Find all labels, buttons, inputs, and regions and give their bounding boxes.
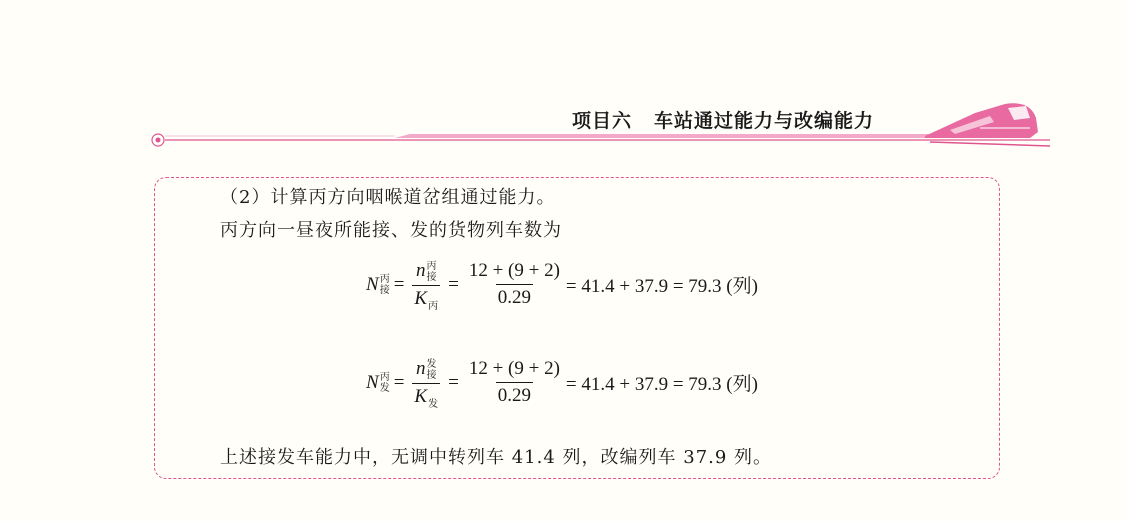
lhs-symbol: N (366, 371, 379, 393)
formula-result: = 41.4 + 37.9 = 79.3 (列) (565, 374, 758, 396)
equals-sign: = (393, 371, 405, 393)
ratio-fraction: n 丙 接 $K_丙$ (414, 260, 439, 312)
formula-depart (366, 358, 758, 408)
header-title (572, 106, 874, 133)
formula-result: = 41.4 + 37.9 = 79.3 (列) (565, 276, 758, 298)
equals-sign: = (393, 273, 405, 295)
ratio-fraction: n 发 接 $K_发$ (414, 358, 439, 410)
header-decoration (0, 0, 1127, 170)
lhs-indices: 丙 发 (379, 371, 390, 394)
equals-sign: = (448, 273, 459, 295)
header-rule-bar (395, 134, 930, 138)
lhs-indices: 丙 接 (379, 273, 390, 296)
circle-icon (152, 134, 164, 146)
lhs-symbol: N (366, 273, 379, 295)
chapter-title: 车站通过能力与改编能力 (654, 110, 875, 132)
equals-sign: = (448, 371, 459, 393)
value-fraction: $\frac{12 + (9 + 2)}{0.29}$ (468, 260, 560, 309)
conclusion-text: 上述接发车能力中，无调中转列车 41.4 列，改编列车 37.9 列。 (220, 447, 773, 468)
project-number: 项目六 (572, 110, 633, 132)
intro-text: 丙方向一昼夜所能接、发的货物列车数为 (220, 220, 562, 241)
value-fraction: $\frac{12 + (9 + 2)}{0.29}$ (468, 358, 560, 407)
formula-receive (366, 260, 758, 310)
step-heading: （2）计算丙方向咽喉道岔组通过能力。 (220, 187, 556, 208)
